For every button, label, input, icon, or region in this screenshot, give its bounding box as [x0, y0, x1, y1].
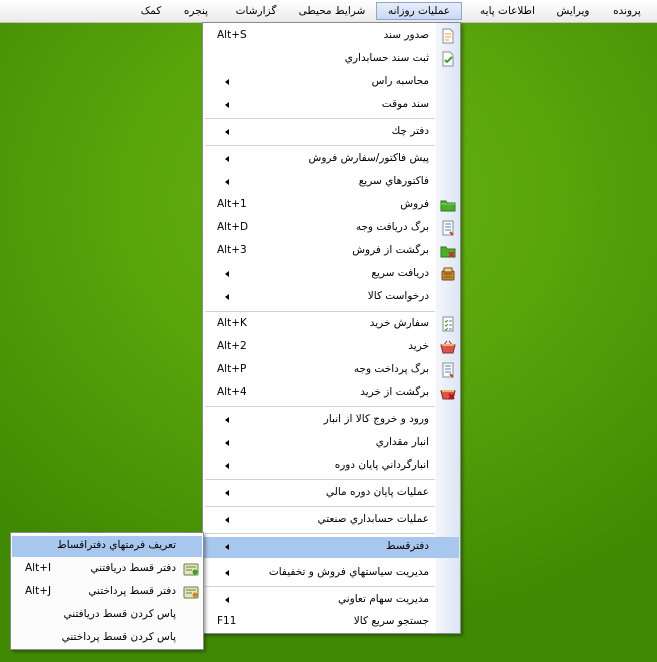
submenu-arrow-icon — [225, 179, 229, 185]
menu-item-compute-due[interactable] — [204, 72, 459, 93]
menu-item-label: دريافت سريع — [371, 267, 429, 279]
menu-item-label: پاس كردن قسط دريافتني — [63, 608, 176, 620]
menu-item-purchase[interactable] — [204, 337, 459, 358]
menu-item-label: برگ پرداخت وجه — [353, 363, 429, 375]
submenu-arrow-icon — [225, 129, 229, 135]
menu-item-label: برگ دريافت وجه — [355, 221, 429, 233]
submenu-arrow-icon — [225, 463, 229, 469]
menu-item-purchase-order[interactable] — [204, 314, 459, 335]
document-edit-icon — [440, 28, 456, 44]
submenu-item-clear-payable-installment[interactable] — [12, 628, 202, 649]
menu-bar — [0, 0, 657, 23]
separator — [205, 479, 435, 480]
menu-item-label: فاكتورهاي سريع — [358, 175, 429, 187]
shortcut: Alt+1 — [217, 198, 247, 210]
menu-reports[interactable]: گزارشات — [235, 5, 277, 17]
checklist-icon — [440, 316, 456, 332]
menu-item-quick-product-search[interactable] — [204, 612, 459, 633]
menu-item-label: محاسبه راس — [371, 75, 429, 87]
menu-item-label: انبارگرداني پايان دوره — [334, 459, 429, 471]
menu-item-label: عمليات حسابداري صنعتي — [317, 513, 429, 525]
menu-item-warehouse-in-out[interactable] — [204, 410, 459, 431]
basket-return-icon — [440, 385, 456, 401]
menu-item-label: برگشت از خريد — [360, 386, 429, 398]
menu-item-sales[interactable] — [204, 195, 459, 216]
menu-item-label: دفتر قسط پرداختني — [88, 585, 176, 597]
menu-file[interactable]: پرونده — [613, 5, 641, 17]
shortcut: Alt+K — [217, 317, 247, 329]
submenu-item-payable-installments[interactable] — [12, 582, 202, 603]
shortcut: Alt+I — [25, 562, 52, 574]
payment-doc-icon — [440, 362, 456, 378]
menu-item-fiscal-period-end[interactable] — [204, 483, 459, 504]
menu-item-label: سند موقت — [381, 98, 429, 110]
shortcut: Alt+D — [217, 221, 249, 233]
menu-base-info[interactable]: اطلاعات پایه — [480, 5, 535, 17]
submenu-arrow-icon — [225, 544, 229, 550]
submenu-arrow-icon — [225, 156, 229, 162]
menu-item-label: پاس كردن قسط پرداختني — [61, 631, 176, 643]
menu-item-checkbook[interactable] — [204, 122, 459, 143]
menu-item-quantity-warehouse[interactable] — [204, 433, 459, 454]
submenu-arrow-icon — [225, 597, 229, 603]
menu-environment[interactable]: شرایط محیطی — [298, 5, 366, 17]
installment-receive-icon — [183, 561, 199, 577]
receipt-icon — [440, 220, 456, 236]
shortcut: Alt+3 — [217, 244, 247, 256]
shortcut: Alt+J — [25, 585, 52, 597]
submenu-item-receivable-installments[interactable] — [12, 559, 202, 580]
menu-item-issue-voucher[interactable] — [204, 26, 459, 47]
menu-item-goods-request[interactable] — [204, 287, 459, 308]
menu-item-label: جستجو سريع كالا — [353, 615, 429, 627]
shortcut: Alt+P — [217, 363, 247, 375]
submenu-arrow-icon — [225, 271, 229, 277]
basket-icon — [440, 339, 456, 355]
separator — [205, 506, 435, 507]
submenu-arrow-icon — [225, 417, 229, 423]
menu-item-label: ثبت سند حسابداري — [344, 52, 429, 64]
menu-edit[interactable]: ویرایش — [556, 5, 590, 17]
submenu-arrow-icon — [225, 490, 229, 496]
separator — [205, 533, 435, 534]
menu-item-quick-receive[interactable] — [204, 264, 459, 285]
separator — [205, 311, 435, 312]
menu-item-period-end-stocktaking[interactable] — [204, 456, 459, 477]
shortcut: Alt+4 — [217, 386, 247, 398]
submenu-item-define-installment-formats[interactable] — [12, 536, 202, 557]
menu-item-sales-discount-policies[interactable] — [204, 563, 459, 584]
menu-item-label: دفتر قسط دريافتني — [90, 562, 176, 574]
menu-item-label: صدور سند — [383, 29, 429, 41]
menu-item-payment-voucher[interactable] — [204, 360, 459, 381]
shortcut: F11 — [217, 615, 237, 627]
menu-item-temporary-voucher[interactable] — [204, 95, 459, 116]
menu-item-label: ورود و خروج كالا از انبار — [323, 413, 429, 425]
separator — [205, 406, 435, 407]
menu-daily-operations[interactable]: عملیات روزانه — [376, 2, 462, 20]
submenu-arrow-icon — [225, 517, 229, 523]
submenu-item-clear-receivable-installment[interactable] — [12, 605, 202, 626]
separator — [205, 118, 435, 119]
menu-item-label: عمليات پايان دوره مالي — [325, 486, 429, 498]
menu-window[interactable]: پنجره — [183, 5, 209, 17]
separator — [205, 586, 435, 587]
menu-help[interactable]: کمک — [140, 5, 162, 17]
menu-item-label: خريد — [408, 340, 429, 352]
menu-item-label: فروش — [400, 198, 429, 210]
installment-pay-icon — [183, 584, 199, 600]
menu-item-sales-return[interactable] — [204, 241, 459, 262]
menu-item-label: درخواست كالا — [367, 290, 429, 302]
return-folder-icon — [440, 243, 456, 259]
menu-item-industrial-accounting[interactable] — [204, 510, 459, 531]
submenu-arrow-icon — [225, 570, 229, 576]
menu-item-proforma-sales-order[interactable] — [204, 149, 459, 170]
menu-item-label: پيش فاكتور/سفارش فروش — [308, 152, 429, 164]
menu-item-purchase-return[interactable] — [204, 383, 459, 404]
menu-item-label: سفارش خريد — [369, 317, 429, 329]
menu-item-label: دفترقسط — [385, 540, 429, 552]
menu-item-label: دفتر چك — [391, 125, 429, 137]
menu-item-label: برگشت از فروش — [352, 244, 429, 256]
installment-book-submenu — [10, 532, 204, 650]
shortcut: Alt+S — [217, 29, 247, 41]
menu-item-register-accounting-voucher[interactable] — [204, 49, 459, 70]
menu-item-label: مديريت سهام تعاوني — [337, 593, 429, 605]
submenu-arrow-icon — [225, 79, 229, 85]
document-check-icon — [440, 51, 456, 67]
submenu-arrow-icon — [225, 440, 229, 446]
menu-item-quick-invoices[interactable] — [204, 172, 459, 193]
shortcut: Alt+2 — [217, 340, 247, 352]
menu-item-label: انبار مقداري — [375, 436, 429, 448]
menu-item-receipt-voucher[interactable] — [204, 218, 459, 239]
submenu-arrow-icon — [225, 294, 229, 300]
menu-item-label: مديريت سياستهاي فروش و تخفيفات — [268, 566, 429, 578]
folder-icon — [440, 197, 456, 213]
menu-item-installment-book[interactable] — [204, 537, 459, 558]
daily-operations-dropdown — [202, 22, 461, 634]
separator — [205, 145, 435, 146]
menu-item-cooperative-shares[interactable] — [204, 590, 459, 611]
cash-register-icon — [440, 266, 456, 282]
submenu-arrow-icon — [225, 102, 229, 108]
menu-item-label: تعريف فرمتهاي دفتراقساط — [57, 539, 176, 551]
